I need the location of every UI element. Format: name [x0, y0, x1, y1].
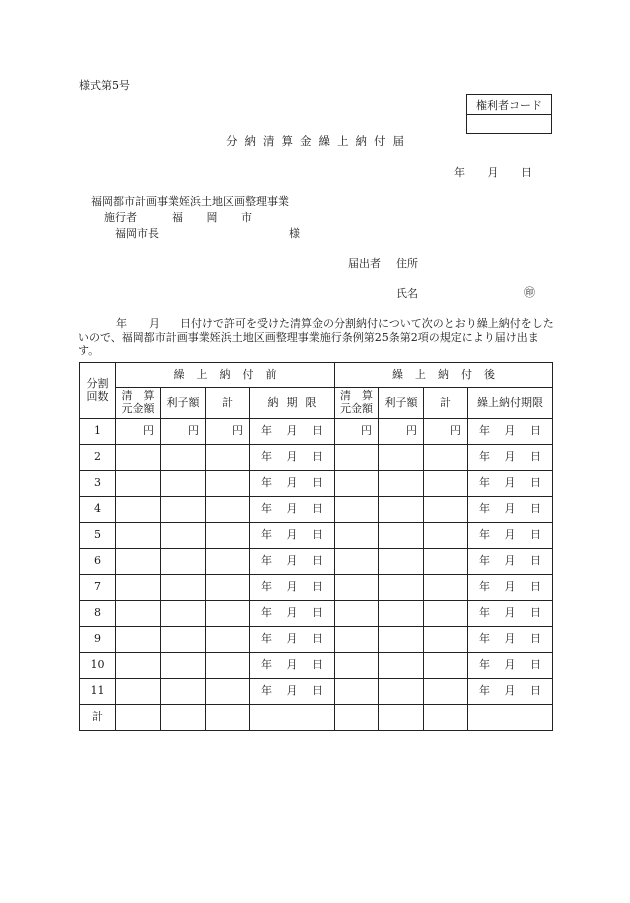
date-unit: 月 [286, 554, 298, 568]
due-date-cell[interactable] [250, 627, 335, 653]
amount-cell[interactable] [206, 653, 250, 679]
total-label: 計 [80, 705, 116, 731]
amount-cell[interactable] [206, 679, 250, 705]
date-unit: 月 [286, 502, 298, 516]
table-row [80, 445, 553, 471]
date-unit: 日 [530, 450, 541, 464]
rights-holder-code-label: 権利者コード [467, 95, 551, 115]
date-unit: 月 [286, 450, 298, 464]
amount-cell[interactable] [161, 549, 206, 575]
early-due-date-cell[interactable] [468, 549, 553, 575]
date-unit: 月 [504, 658, 516, 672]
date-unit: 日 [312, 476, 323, 490]
early-due-date-cell[interactable] [468, 419, 553, 445]
date-year: 年 [454, 166, 465, 179]
header-interest: 利子額 [379, 388, 424, 419]
date-unit: 年 [479, 528, 490, 542]
date-unit: 年 [261, 684, 272, 698]
date-unit: 月 [286, 424, 298, 438]
amount-cell[interactable] [116, 549, 161, 575]
date-unit: 年 [479, 450, 490, 464]
honorific: 様 [289, 227, 300, 240]
amount-cell[interactable] [161, 653, 206, 679]
date-unit: 月 [286, 658, 298, 672]
amount-cell[interactable] [379, 679, 424, 705]
date-unit: 年 [261, 502, 272, 516]
amount-cell[interactable] [206, 575, 250, 601]
date-unit: 年 [261, 606, 272, 620]
installment-number: 1 [80, 419, 116, 445]
early-due-date-cell[interactable] [468, 471, 553, 497]
date-unit: 月 [504, 606, 516, 620]
date-unit: 日 [312, 580, 323, 594]
header-total: 計 [424, 388, 468, 419]
mayor-addressee: 福岡市長 [115, 227, 159, 240]
table-row [80, 471, 553, 497]
date-unit: 月 [504, 632, 516, 646]
amount-cell[interactable] [424, 471, 468, 497]
date-unit: 月 [286, 606, 298, 620]
form-number: 様式第5号 [79, 79, 130, 92]
amount-cell[interactable] [335, 445, 379, 471]
date-unit: 月 [286, 580, 298, 594]
date-unit: 日 [312, 424, 323, 438]
date-unit: 年 [261, 580, 272, 594]
installment-number: 8 [80, 601, 116, 627]
table-row [80, 549, 553, 575]
amount-cell[interactable] [379, 523, 424, 549]
amount-cell[interactable] [424, 653, 468, 679]
date-unit: 日 [530, 658, 541, 672]
amount-cell[interactable] [116, 653, 161, 679]
amount-cell[interactable] [206, 549, 250, 575]
amount-cell[interactable] [424, 523, 468, 549]
intro-month: 月 [149, 317, 160, 330]
header-total: 計 [206, 388, 250, 419]
amount-cell[interactable] [161, 601, 206, 627]
header-interest: 利子額 [161, 388, 206, 419]
amount-cell[interactable] [116, 575, 161, 601]
amount-cell[interactable] [161, 445, 206, 471]
due-date-cell[interactable] [250, 471, 335, 497]
amount-cell[interactable] [424, 601, 468, 627]
amount-cell[interactable] [116, 627, 161, 653]
date-unit: 年 [479, 606, 490, 620]
table-row [80, 523, 553, 549]
header-before-early-payment: 繰上納付前 [116, 363, 335, 388]
total-row [80, 705, 553, 731]
installment-number: 11 [80, 679, 116, 705]
amount-cell[interactable] [206, 471, 250, 497]
amount-cell[interactable] [379, 653, 424, 679]
amount-cell[interactable] [424, 445, 468, 471]
table-cell[interactable] [206, 705, 250, 731]
installment-number: 4 [80, 497, 116, 523]
amount-cell[interactable] [116, 601, 161, 627]
amount-cell[interactable] [379, 471, 424, 497]
table-cell[interactable] [468, 705, 553, 731]
date-unit: 月 [286, 632, 298, 646]
date-unit: 月 [504, 554, 516, 568]
amount-cell[interactable] [161, 575, 206, 601]
amount-cell[interactable]: 円 [116, 419, 161, 445]
date-unit: 日 [312, 554, 323, 568]
installment-table [79, 362, 553, 731]
seal-mark: ㊞ [524, 286, 535, 299]
date-unit: 日 [530, 606, 541, 620]
date-unit: 年 [479, 554, 490, 568]
amount-cell[interactable] [161, 471, 206, 497]
early-due-date-cell[interactable] [468, 627, 553, 653]
amount-cell[interactable] [379, 601, 424, 627]
amount-cell[interactable]: 円 [379, 419, 424, 445]
date-month: 月 [487, 166, 499, 179]
date-unit: 年 [479, 424, 490, 438]
rights-holder-code-box [466, 94, 552, 134]
date-unit: 日 [312, 684, 323, 698]
header-after-early-payment: 繰上納付後 [335, 363, 553, 388]
applicant-label: 届出者 [348, 257, 381, 270]
date-unit: 日 [312, 502, 323, 516]
date-unit: 年 [479, 580, 490, 594]
amount-cell[interactable] [161, 679, 206, 705]
early-due-date-cell[interactable] [468, 523, 553, 549]
date-unit: 月 [504, 528, 516, 542]
amount-cell[interactable] [424, 679, 468, 705]
implementer-char: 岡 [206, 211, 218, 224]
date-unit: 日 [530, 424, 541, 438]
installment-number: 6 [80, 549, 116, 575]
amount-cell[interactable] [335, 497, 379, 523]
amount-cell[interactable] [161, 627, 206, 653]
table-cell[interactable] [379, 705, 424, 731]
project-name: 福岡都市計画事業姪浜土地区画整理事業 [91, 195, 289, 208]
due-date-cell[interactable] [250, 549, 335, 575]
due-date-cell[interactable] [250, 419, 335, 445]
table-cell[interactable] [424, 705, 468, 731]
date-unit: 月 [504, 476, 516, 490]
table-row [80, 679, 553, 705]
amount-cell[interactable] [424, 549, 468, 575]
table-row [80, 601, 553, 627]
date-unit: 日 [530, 632, 541, 646]
intro-text: 日付けで許可を受けた清算金の分割納付について次のとおり繰上納付をしたいので、福岡都市計画事業姪浜土地区画整理事業施行条例第25条第2項の規定により届け出ます。 [78, 317, 554, 357]
date-unit: 日 [530, 684, 541, 698]
date-unit: 年 [479, 658, 490, 672]
amount-cell[interactable] [206, 601, 250, 627]
date-unit: 日 [530, 580, 541, 594]
date-unit: 日 [530, 502, 541, 516]
table-row [80, 627, 553, 653]
amount-cell[interactable] [116, 445, 161, 471]
amount-cell[interactable] [206, 445, 250, 471]
date-unit: 月 [504, 502, 516, 516]
amount-cell[interactable] [206, 627, 250, 653]
date-unit: 日 [530, 476, 541, 490]
amount-cell[interactable]: 円 [335, 419, 379, 445]
date-unit: 月 [504, 424, 516, 438]
early-due-date-cell[interactable] [468, 575, 553, 601]
implementer-char: 福 [172, 211, 183, 224]
due-date-cell[interactable] [250, 601, 335, 627]
installment-number: 7 [80, 575, 116, 601]
installment-number: 9 [80, 627, 116, 653]
amount-cell[interactable] [335, 627, 379, 653]
table-cell[interactable] [335, 705, 379, 731]
form-title: 分納清算金繰上納付届 [226, 134, 411, 148]
date-unit: 日 [312, 450, 323, 464]
amount-cell[interactable] [116, 471, 161, 497]
amount-cell[interactable] [206, 497, 250, 523]
date-unit: 日 [312, 632, 323, 646]
implementer-label: 施行者 [104, 211, 137, 224]
header-principal: 清 算 元金額 [335, 388, 379, 419]
amount-cell[interactable]: 円 [161, 419, 206, 445]
amount-cell[interactable] [335, 679, 379, 705]
name-label: 氏名 [396, 287, 418, 300]
date-unit: 年 [261, 632, 272, 646]
due-date-cell[interactable] [250, 653, 335, 679]
date-unit: 月 [286, 684, 298, 698]
due-date-cell[interactable] [250, 523, 335, 549]
implementer-char: 市 [241, 211, 252, 224]
submission-date [454, 167, 532, 178]
date-day: 日 [521, 166, 532, 179]
rights-holder-code-field[interactable] [467, 115, 551, 134]
early-due-date-cell[interactable] [468, 601, 553, 627]
amount-cell[interactable] [206, 523, 250, 549]
early-due-date-cell[interactable] [468, 679, 553, 705]
due-date-cell[interactable] [250, 445, 335, 471]
date-unit: 年 [479, 476, 490, 490]
amount-cell[interactable] [161, 523, 206, 549]
date-unit: 年 [261, 658, 272, 672]
date-unit: 月 [504, 684, 516, 698]
date-unit: 日 [312, 658, 323, 672]
amount-cell[interactable] [161, 497, 206, 523]
date-unit: 月 [504, 450, 516, 464]
early-due-date-cell[interactable] [468, 445, 553, 471]
header-installment: 分割 回数 [80, 363, 116, 419]
amount-cell[interactable] [379, 627, 424, 653]
table-cell[interactable] [161, 705, 206, 731]
installment-number: 2 [80, 445, 116, 471]
amount-cell[interactable]: 円 [206, 419, 250, 445]
intro-year: 年 [116, 317, 127, 330]
table-cell[interactable] [250, 705, 335, 731]
installment-number: 5 [80, 523, 116, 549]
date-unit: 年 [479, 502, 490, 516]
date-unit: 日 [312, 606, 323, 620]
early-due-date-cell[interactable] [468, 653, 553, 679]
amount-cell[interactable] [379, 575, 424, 601]
amount-cell[interactable] [116, 679, 161, 705]
amount-cell[interactable] [424, 575, 468, 601]
amount-cell[interactable] [379, 497, 424, 523]
date-unit: 日 [530, 554, 541, 568]
implementer-name [172, 212, 252, 223]
amount-cell[interactable] [424, 497, 468, 523]
amount-cell[interactable] [116, 523, 161, 549]
amount-cell[interactable] [335, 653, 379, 679]
table-row [80, 575, 553, 601]
early-due-date-cell[interactable] [468, 497, 553, 523]
due-date-cell[interactable] [250, 679, 335, 705]
installment-number: 3 [80, 471, 116, 497]
date-unit: 日 [530, 528, 541, 542]
amount-cell[interactable] [335, 575, 379, 601]
date-unit: 年 [479, 684, 490, 698]
table-row [80, 653, 553, 679]
table-cell[interactable] [116, 705, 161, 731]
header-principal: 清 算 元金額 [116, 388, 161, 419]
date-unit: 年 [261, 528, 272, 542]
due-date-cell[interactable] [250, 575, 335, 601]
date-unit: 年 [261, 424, 272, 438]
date-unit: 年 [261, 554, 272, 568]
amount-cell[interactable] [379, 445, 424, 471]
amount-cell[interactable]: 円 [424, 419, 468, 445]
date-unit: 月 [504, 580, 516, 594]
table-row [80, 497, 553, 523]
amount-cell[interactable] [116, 497, 161, 523]
header-due-date: 納期限 [250, 388, 335, 419]
date-unit: 日 [312, 528, 323, 542]
date-unit: 年 [261, 476, 272, 490]
due-date-cell[interactable] [250, 497, 335, 523]
installment-number: 10 [80, 653, 116, 679]
amount-cell[interactable] [335, 471, 379, 497]
amount-cell[interactable] [379, 549, 424, 575]
date-unit: 月 [286, 476, 298, 490]
table-row [80, 419, 553, 445]
intro-paragraph [78, 317, 554, 358]
date-unit: 年 [261, 450, 272, 464]
date-unit: 月 [286, 528, 298, 542]
amount-cell[interactable] [335, 549, 379, 575]
amount-cell[interactable] [424, 627, 468, 653]
amount-cell[interactable] [335, 523, 379, 549]
date-unit: 年 [479, 632, 490, 646]
amount-cell[interactable] [335, 601, 379, 627]
address-label: 住所 [396, 257, 418, 270]
header-early-due-date: 繰上納付期限 [468, 388, 553, 419]
